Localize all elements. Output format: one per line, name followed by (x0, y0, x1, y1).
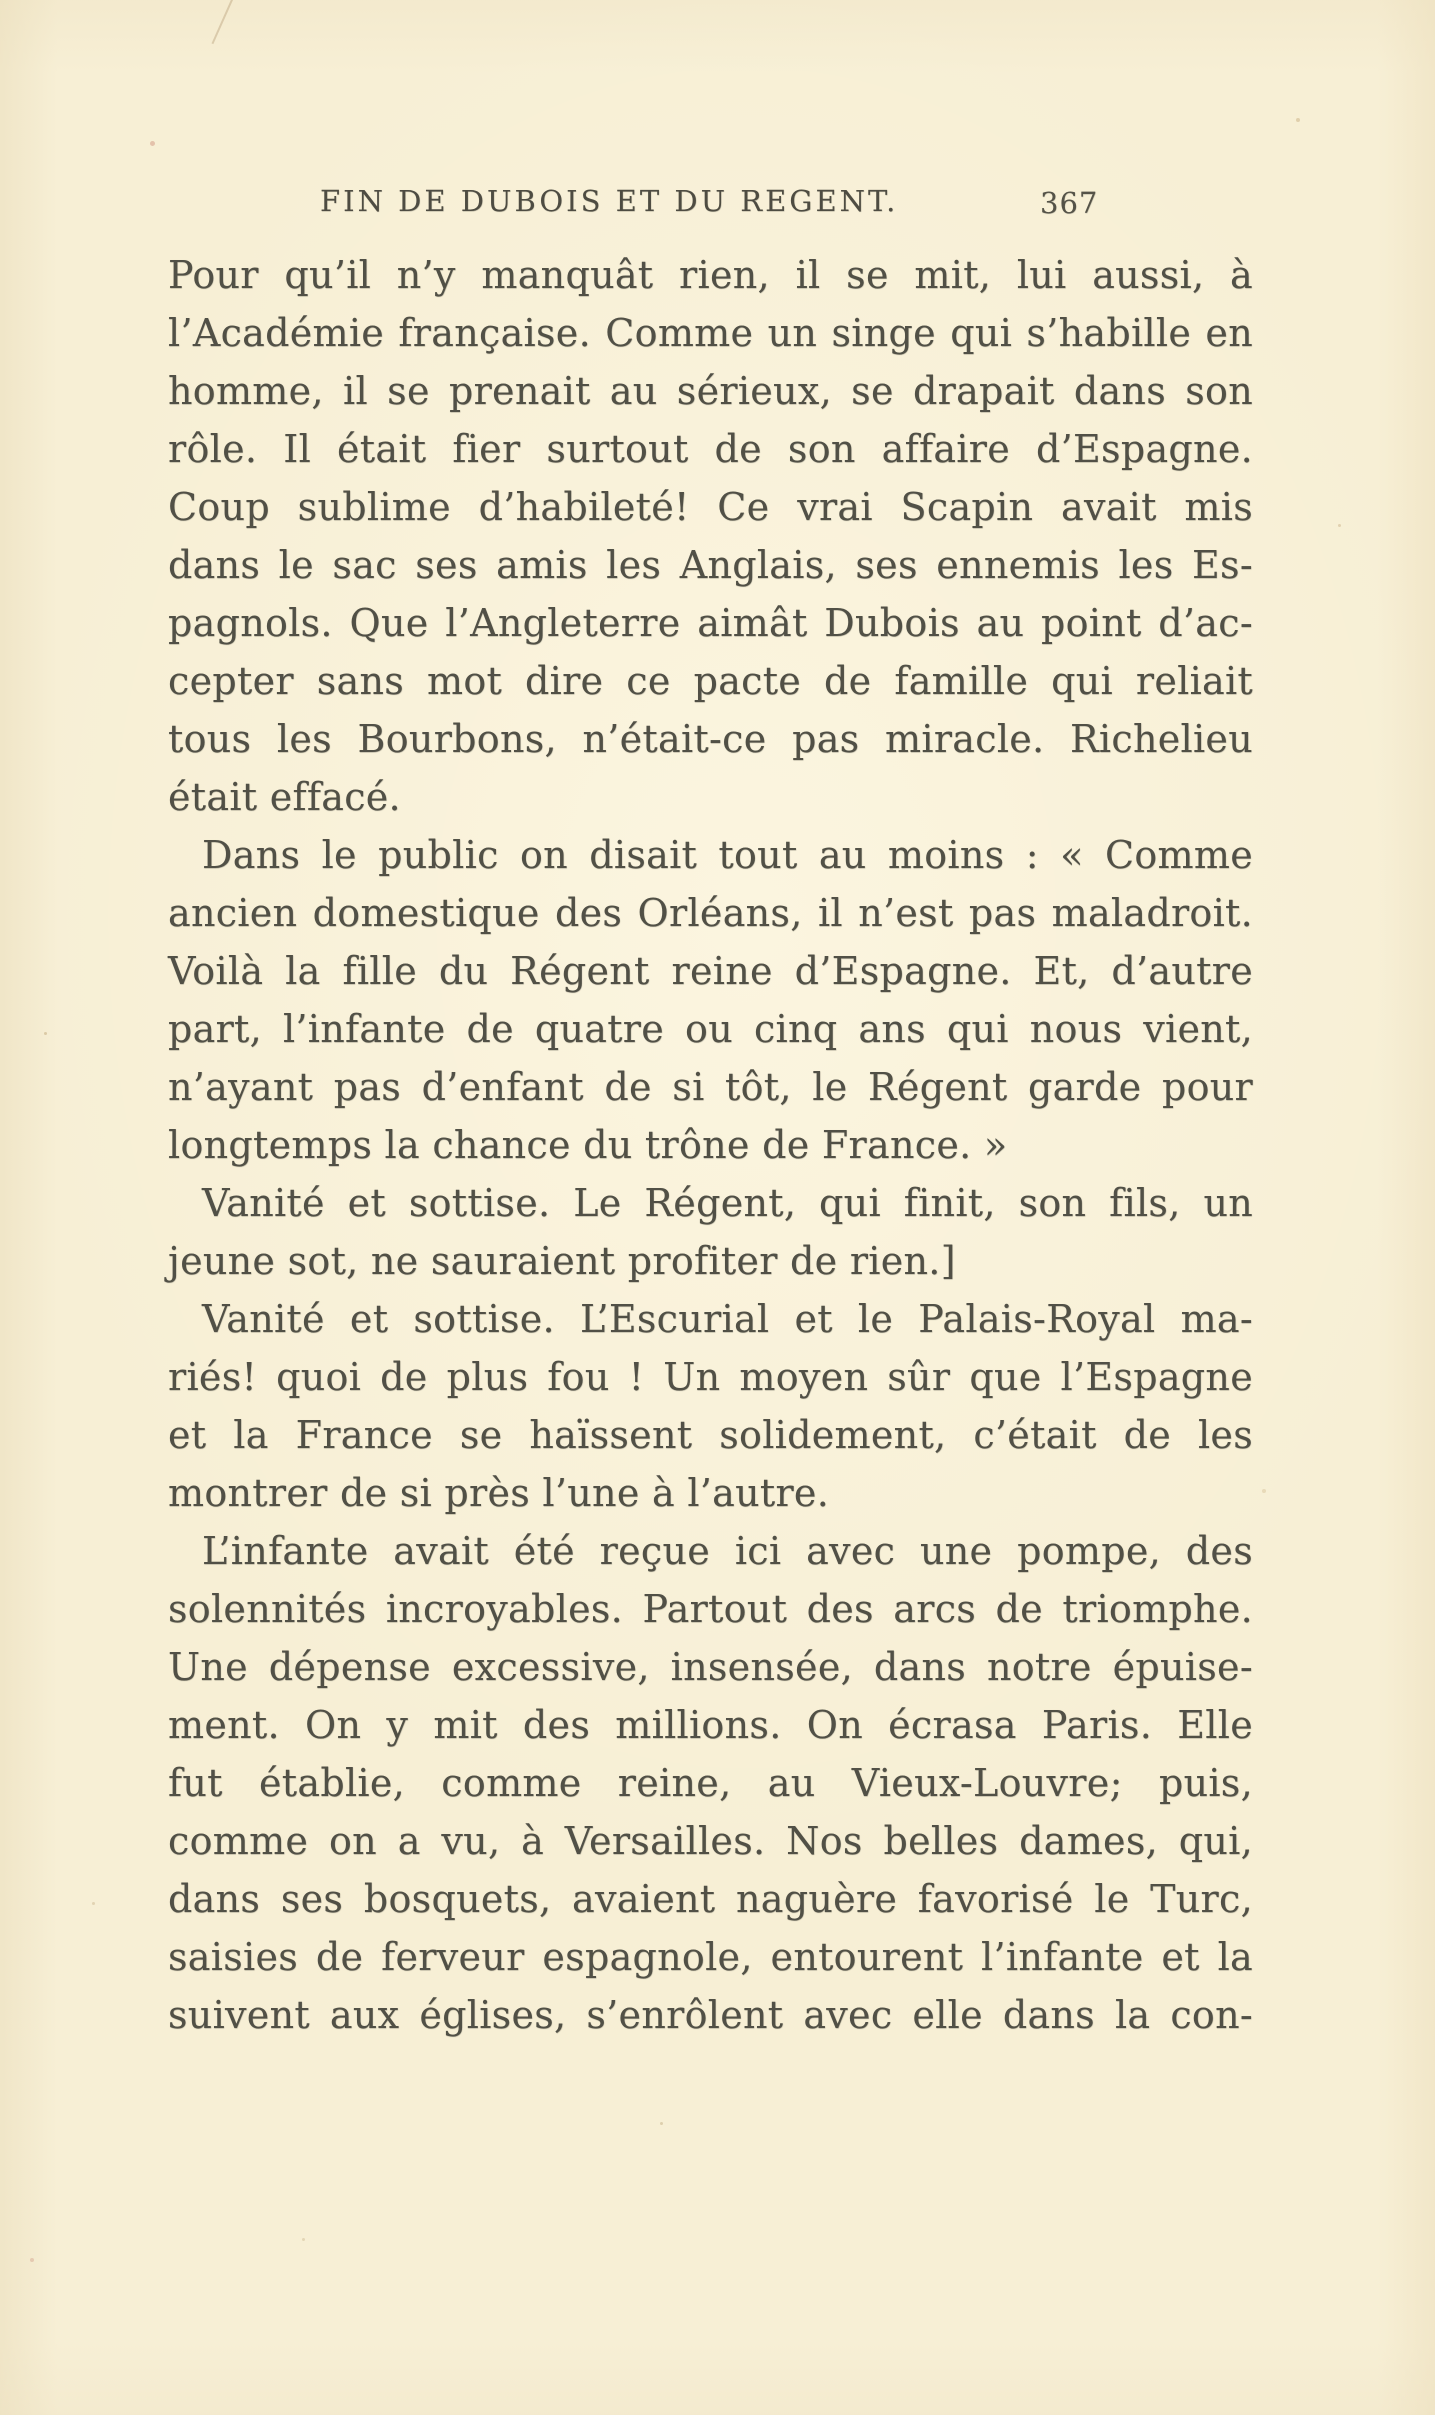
text-line: comme on a vu, à Versailles. Nos belles dames, qui, (168, 1819, 1253, 1863)
paper-speck (1296, 118, 1300, 122)
paper-speck (660, 2122, 663, 2125)
text-line: pagnols. Que l’Angleterre aimât Dubois au point d’ac- (168, 601, 1253, 645)
text-line: Vanité et sottise. Le Régent, qui finit, son fils, un (202, 1181, 1253, 1225)
paragraph (168, 1522, 1253, 2044)
text-line: n’ayant pas d’enfant de si tôt, le Régent garde pour (168, 1065, 1253, 1109)
paper-speck (30, 2258, 34, 2262)
text-line: cepter sans mot dire ce pacte de famille qui reliait (168, 659, 1253, 703)
paragraph (168, 246, 1253, 826)
paragraph (168, 1290, 1253, 1522)
text-line: ment. On y mit des millions. On écrasa Paris. Elle (168, 1703, 1253, 1747)
paper-speck (92, 1902, 95, 1905)
text-line: Dans le public on disait tout au moins : « Comme (202, 833, 1253, 877)
running-title: FIN DE DUBOIS ET DU REGENT. (320, 184, 899, 218)
text-line: Vanité et sottise. L’Escurial et le Palais-Royal ma- (202, 1297, 1253, 1341)
paragraph (168, 826, 1253, 1174)
text-line: tous les Bourbons, n’était-ce pas miracle. Richelieu (168, 717, 1253, 761)
text-line: rôle. Il était fier surtout de son affaire d’Espagne. (168, 427, 1253, 471)
text-line: riés! quoi de plus fou ! Un moyen sûr que l’Espagne (168, 1355, 1253, 1399)
text-line: l’Académie française. Comme un singe qui s’habille en (168, 311, 1253, 355)
text-line: était effacé. (168, 775, 401, 819)
text-line: dans le sac ses amis les Anglais, ses ennemis les Es- (168, 543, 1253, 587)
text-line: L’infante avait été reçue ici avec une pompe, des (202, 1529, 1253, 1573)
text-line: Pour qu’il n’y manquât rien, il se mit, lui aussi, à (168, 253, 1253, 297)
text-line: solennités incroyables. Partout des arcs de triomphe. (168, 1587, 1253, 1631)
text-line: fut établie, comme reine, au Vieux-Louvre; puis, (168, 1761, 1253, 1805)
text-line: Une dépense excessive, insensée, dans notre épuise- (168, 1645, 1253, 1689)
text-line: dans ses bosquets, avaient naguère favorisé le Turc, (168, 1877, 1253, 1921)
text-block (168, 246, 1253, 2044)
text-line: Coup sublime d’habileté! Ce vrai Scapin avait mis (168, 485, 1253, 529)
text-line: montrer de si près l’une à l’autre. (168, 1471, 830, 1515)
text-line: saisies de ferveur espagnole, entourent l’infante et la (168, 1935, 1253, 1979)
paper-speck (1262, 1489, 1266, 1493)
text-line: jeune sot, ne sauraient profiter de rien.] (168, 1239, 956, 1283)
paper-speck (302, 2238, 305, 2241)
paper-scratch (212, 0, 235, 44)
paper-speck (44, 1032, 47, 1035)
paragraph (168, 1174, 1253, 1290)
text-line: suivent aux églises, s’enrôlent avec elle dans la con- (168, 1993, 1253, 2037)
text-line: ancien domestique des Orléans, il n’est pas maladroit. (168, 891, 1253, 935)
text-line: Voilà la fille du Régent reine d’Espagne. Et, d’autre (168, 949, 1253, 993)
text-line: part, l’infante de quatre ou cinq ans qui nous vient, (168, 1007, 1253, 1051)
text-line: longtemps la chance du trône de France. » (168, 1123, 1008, 1167)
text-line: homme, il se prenait au sérieux, se drapait dans son (168, 369, 1253, 413)
paper-speck (150, 141, 155, 146)
paper-speck (1338, 524, 1341, 527)
page-number: 367 (1040, 186, 1099, 220)
text-line: et la France se haïssent solidement, c’était de les (168, 1413, 1253, 1457)
